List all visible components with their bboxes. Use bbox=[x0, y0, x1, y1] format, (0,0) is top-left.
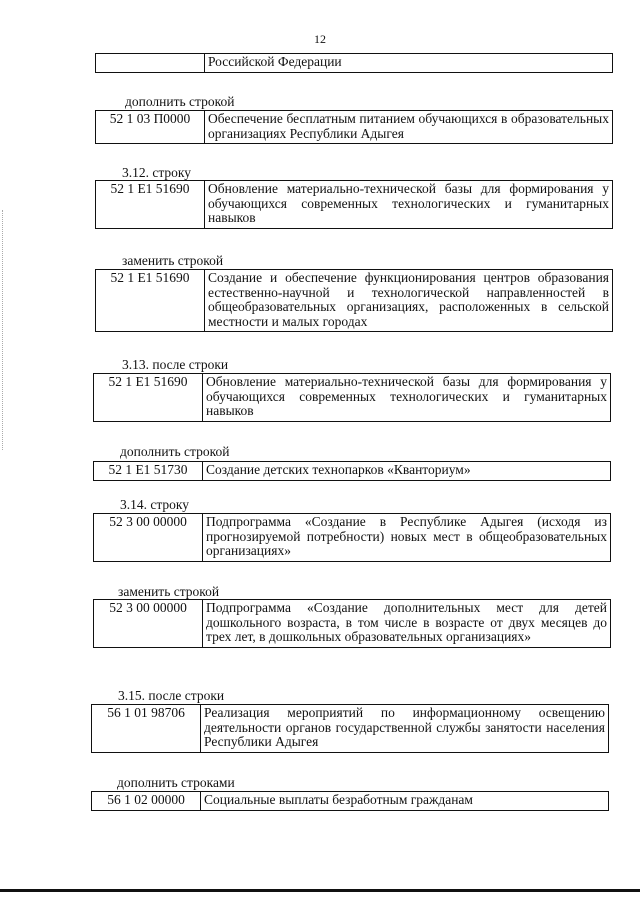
row-description: Обновление материально-технической базы для формирования у обучающихся современных технологических и гуманитарных навыков bbox=[203, 374, 611, 422]
table-row bbox=[93, 373, 611, 422]
row-code: 52 1 Е1 51690 bbox=[96, 181, 205, 229]
row-code: 56 1 02 00000 bbox=[92, 792, 201, 811]
row-code: 52 1 Е1 51690 bbox=[96, 270, 205, 332]
instruction-label: заменить строкой bbox=[118, 584, 220, 599]
row-code: 56 1 01 98706 bbox=[92, 705, 201, 753]
table-row bbox=[91, 791, 609, 811]
row-description: Российской Федерации bbox=[205, 54, 613, 73]
row-description: Социальные выплаты безработным гражданам bbox=[201, 792, 609, 811]
table-row bbox=[93, 599, 611, 648]
table-row bbox=[95, 110, 613, 144]
row-code: 52 1 Е1 51730 bbox=[94, 462, 203, 481]
table-row bbox=[95, 180, 613, 229]
table-row bbox=[95, 53, 613, 73]
scan-bottom-edge bbox=[0, 889, 640, 892]
instruction-label: дополнить строкой bbox=[125, 94, 235, 109]
row-code bbox=[96, 54, 205, 73]
row-description: Создание детских технопарков «Кванториум» bbox=[203, 462, 611, 481]
row-description: Обеспечение бесплатным питанием обучающихся в образовательных организациях Республики Адыгея bbox=[205, 111, 613, 144]
row-code: 52 3 00 00000 bbox=[94, 600, 203, 648]
instruction-label: 3.13. после строки bbox=[122, 357, 229, 372]
table-row bbox=[93, 461, 611, 481]
row-description: Обновление материально-технической базы для формирования у обучающихся современных технологических и гуманитарных навыков bbox=[205, 181, 613, 229]
instruction-label: дополнить строками bbox=[117, 775, 235, 790]
table-row bbox=[91, 704, 609, 753]
row-description: Создание и обеспечение функционирования центров образования естественно-научной и технологической направленностей в общеобразовательных организациях, расположенных в сельской местности и малых городах bbox=[205, 270, 613, 332]
row-description: Реализация мероприятий по информационному освещению деятельности органов государственной службы занятости населения Республики Адыгея bbox=[201, 705, 609, 753]
instruction-label: 3.15. после строки bbox=[118, 688, 225, 703]
instruction-label: 3.14. строку bbox=[120, 497, 190, 512]
instruction-label: заменить строкой bbox=[122, 253, 224, 268]
row-description: Подпрограмма «Создание дополнительных мест для детей дошкольного возраста, в том числе в возрасте от двух месяцев до трех лет, в дошкольных образовательных организациях» bbox=[203, 600, 611, 648]
table-row bbox=[93, 513, 611, 562]
row-description: Подпрограмма «Создание в Республике Адыгея (исходя из прогнозируемой потребности) новых мест в общеобразовательных организациях» bbox=[203, 514, 611, 562]
instruction-label: 3.12. строку bbox=[122, 165, 192, 180]
scan-margin-marks bbox=[2, 210, 5, 450]
table-row bbox=[95, 269, 613, 332]
row-code: 52 1 03 П0000 bbox=[96, 111, 205, 144]
row-code: 52 3 00 00000 bbox=[94, 514, 203, 562]
instruction-label: дополнить строкой bbox=[120, 444, 230, 459]
page-number: 12 bbox=[314, 32, 326, 46]
row-code: 52 1 Е1 51690 bbox=[94, 374, 203, 422]
